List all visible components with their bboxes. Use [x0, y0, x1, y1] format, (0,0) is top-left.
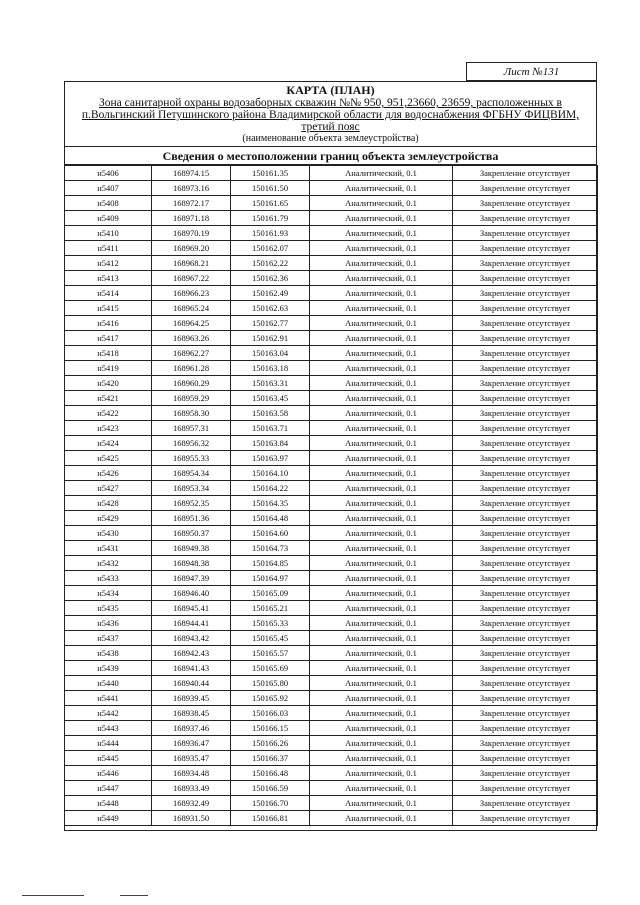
y-coordinate-cell: 150162.63 [231, 301, 310, 316]
x-coordinate-cell: 168952.35 [152, 496, 231, 511]
method-cell: Аналитический, 0.1 [310, 451, 453, 466]
coordinates-table [64, 165, 598, 826]
y-coordinate-cell: 150162.22 [231, 256, 310, 271]
coordinates-table-body [65, 166, 598, 826]
fixing-cell: Закрепление отсутствует [453, 796, 598, 811]
point-id-cell: н5430 [65, 526, 152, 541]
point-id-cell: н5432 [65, 556, 152, 571]
y-coordinate-cell: 150164.48 [231, 511, 310, 526]
fixing-cell: Закрепление отсутствует [453, 571, 598, 586]
x-coordinate-cell: 168937.46 [152, 721, 231, 736]
table-row [65, 556, 598, 571]
table-row [65, 421, 598, 436]
table-row [65, 316, 598, 331]
table-row [65, 736, 598, 751]
method-cell: Аналитический, 0.1 [310, 166, 453, 181]
point-id-cell: н5446 [65, 766, 152, 781]
object-description-line-2: п.Вольгинский Петушинского района Владимирской области для водоснабжения ФГБНУ ФИЦВИМ, [81, 109, 580, 121]
fixing-cell: Закрепление отсутствует [453, 646, 598, 661]
x-coordinate-cell: 168944.41 [152, 616, 231, 631]
table-row [65, 676, 598, 691]
y-coordinate-cell: 150162.36 [231, 271, 310, 286]
y-coordinate-cell: 150162.49 [231, 286, 310, 301]
point-id-cell: н5448 [65, 796, 152, 811]
table-row [65, 301, 598, 316]
table-row [65, 346, 598, 361]
table-row [65, 706, 598, 721]
fixing-cell: Закрепление отсутствует [453, 286, 598, 301]
y-coordinate-cell: 150163.58 [231, 406, 310, 421]
x-coordinate-cell: 168956.32 [152, 436, 231, 451]
table-row [65, 616, 598, 631]
method-cell: Аналитический, 0.1 [310, 496, 453, 511]
point-id-cell: н5441 [65, 691, 152, 706]
table-row [65, 661, 598, 676]
fixing-cell: Закрепление отсутствует [453, 391, 598, 406]
fixing-cell: Закрепление отсутствует [453, 241, 598, 256]
fixing-cell: Закрепление отсутствует [453, 421, 598, 436]
fixing-cell: Закрепление отсутствует [453, 406, 598, 421]
point-id-cell: н5435 [65, 601, 152, 616]
method-cell: Аналитический, 0.1 [310, 796, 453, 811]
table-row [65, 226, 598, 241]
table-row [65, 721, 598, 736]
table-row [65, 796, 598, 811]
point-id-cell: н5421 [65, 391, 152, 406]
point-id-cell: н5420 [65, 376, 152, 391]
method-cell: Аналитический, 0.1 [310, 346, 453, 361]
point-id-cell: н5449 [65, 811, 152, 826]
y-coordinate-cell: 150165.80 [231, 676, 310, 691]
table-row [65, 586, 598, 601]
table-row [65, 361, 598, 376]
point-id-cell: н5427 [65, 481, 152, 496]
fixing-cell: Закрепление отсутствует [453, 586, 598, 601]
y-coordinate-cell: 150166.26 [231, 736, 310, 751]
y-coordinate-cell: 150162.77 [231, 316, 310, 331]
x-coordinate-cell: 168953.34 [152, 481, 231, 496]
point-id-cell: н5419 [65, 361, 152, 376]
x-coordinate-cell: 168955.33 [152, 451, 231, 466]
method-cell: Аналитический, 0.1 [310, 286, 453, 301]
y-coordinate-cell: 150165.69 [231, 661, 310, 676]
x-coordinate-cell: 168969.20 [152, 241, 231, 256]
x-coordinate-cell: 168931.50 [152, 811, 231, 826]
table-row [65, 631, 598, 646]
table-row [65, 271, 598, 286]
x-coordinate-cell: 168974.15 [152, 166, 231, 181]
table-row [65, 181, 598, 196]
point-id-cell: н5413 [65, 271, 152, 286]
point-id-cell: н5416 [65, 316, 152, 331]
y-coordinate-cell: 150163.45 [231, 391, 310, 406]
y-coordinate-cell: 150164.10 [231, 466, 310, 481]
point-id-cell: н5408 [65, 196, 152, 211]
fixing-cell: Закрепление отсутствует [453, 181, 598, 196]
x-coordinate-cell: 168965.24 [152, 301, 231, 316]
fixing-cell: Закрепление отсутствует [453, 226, 598, 241]
table-row [65, 331, 598, 346]
table-row [65, 286, 598, 301]
section-title: Сведения о местоположении границ объекта землеустройства [64, 147, 597, 165]
method-cell: Аналитический, 0.1 [310, 571, 453, 586]
fixing-cell: Закрепление отсутствует [453, 541, 598, 556]
y-coordinate-cell: 150165.45 [231, 631, 310, 646]
method-cell: Аналитический, 0.1 [310, 646, 453, 661]
method-cell: Аналитический, 0.1 [310, 706, 453, 721]
x-coordinate-cell: 168940.44 [152, 676, 231, 691]
fixing-cell: Закрепление отсутствует [453, 691, 598, 706]
fixing-cell: Закрепление отсутствует [453, 436, 598, 451]
point-id-cell: н5434 [65, 586, 152, 601]
fixing-cell: Закрепление отсутствует [453, 361, 598, 376]
title-block [64, 81, 597, 147]
fixing-cell: Закрепление отсутствует [453, 166, 598, 181]
table-row [65, 781, 598, 796]
method-cell: Аналитический, 0.1 [310, 721, 453, 736]
point-id-cell: н5411 [65, 241, 152, 256]
point-id-cell: н5436 [65, 616, 152, 631]
y-coordinate-cell: 150163.31 [231, 376, 310, 391]
x-coordinate-cell: 168945.41 [152, 601, 231, 616]
x-coordinate-cell: 168973.16 [152, 181, 231, 196]
method-cell: Аналитический, 0.1 [310, 556, 453, 571]
method-cell: Аналитический, 0.1 [310, 691, 453, 706]
point-id-cell: н5431 [65, 541, 152, 556]
fixing-cell: Закрепление отсутствует [453, 301, 598, 316]
method-cell: Аналитический, 0.1 [310, 586, 453, 601]
y-coordinate-cell: 150163.04 [231, 346, 310, 361]
method-cell: Аналитический, 0.1 [310, 391, 453, 406]
point-id-cell: н5443 [65, 721, 152, 736]
point-id-cell: н5423 [65, 421, 152, 436]
point-id-cell: н5429 [65, 511, 152, 526]
method-cell: Аналитический, 0.1 [310, 526, 453, 541]
fixing-cell: Закрепление отсутствует [453, 526, 598, 541]
fixing-cell: Закрепление отсутствует [453, 676, 598, 691]
y-coordinate-cell: 150164.97 [231, 571, 310, 586]
x-coordinate-cell: 168943.42 [152, 631, 231, 646]
method-cell: Аналитический, 0.1 [310, 406, 453, 421]
point-id-cell: н5433 [65, 571, 152, 586]
fixing-cell: Закрепление отсутствует [453, 751, 598, 766]
document-title: КАРТА (ПЛАН) [286, 83, 375, 97]
y-coordinate-cell: 150165.57 [231, 646, 310, 661]
method-cell: Аналитический, 0.1 [310, 226, 453, 241]
fixing-cell: Закрепление отсутствует [453, 511, 598, 526]
y-coordinate-cell: 150166.37 [231, 751, 310, 766]
y-coordinate-cell: 150162.07 [231, 241, 310, 256]
method-cell: Аналитический, 0.1 [310, 376, 453, 391]
x-coordinate-cell: 168957.31 [152, 421, 231, 436]
fixing-cell: Закрепление отсутствует [453, 331, 598, 346]
fixing-cell: Закрепление отсутствует [453, 556, 598, 571]
table-row [65, 211, 598, 226]
fixing-cell: Закрепление отсутствует [453, 196, 598, 211]
y-coordinate-cell: 150164.60 [231, 526, 310, 541]
y-coordinate-cell: 150164.22 [231, 481, 310, 496]
point-id-cell: н5414 [65, 286, 152, 301]
x-coordinate-cell: 168958.30 [152, 406, 231, 421]
point-id-cell: н5428 [65, 496, 152, 511]
table-row [65, 541, 598, 556]
method-cell: Аналитический, 0.1 [310, 421, 453, 436]
x-coordinate-cell: 168964.25 [152, 316, 231, 331]
x-coordinate-cell: 168941.43 [152, 661, 231, 676]
table-row [65, 526, 598, 541]
x-coordinate-cell: 168942.43 [152, 646, 231, 661]
y-coordinate-cell: 150166.81 [231, 811, 310, 826]
y-coordinate-cell: 150161.93 [231, 226, 310, 241]
y-coordinate-cell: 150166.59 [231, 781, 310, 796]
point-id-cell: н5417 [65, 331, 152, 346]
x-coordinate-cell: 168967.22 [152, 271, 231, 286]
method-cell: Аналитический, 0.1 [310, 511, 453, 526]
x-coordinate-cell: 168950.37 [152, 526, 231, 541]
method-cell: Аналитический, 0.1 [310, 601, 453, 616]
table-row [65, 196, 598, 211]
y-coordinate-cell: 150166.70 [231, 796, 310, 811]
y-coordinate-cell: 150165.21 [231, 601, 310, 616]
y-coordinate-cell: 150165.92 [231, 691, 310, 706]
method-cell: Аналитический, 0.1 [310, 631, 453, 646]
y-coordinate-cell: 150163.18 [231, 361, 310, 376]
table-row [65, 646, 598, 661]
method-cell: Аналитический, 0.1 [310, 661, 453, 676]
method-cell: Аналитический, 0.1 [310, 766, 453, 781]
table-row [65, 436, 598, 451]
x-coordinate-cell: 168936.47 [152, 736, 231, 751]
y-coordinate-cell: 150161.50 [231, 181, 310, 196]
fixing-cell: Закрепление отсутствует [453, 466, 598, 481]
point-id-cell: н5410 [65, 226, 152, 241]
x-coordinate-cell: 168968.21 [152, 256, 231, 271]
y-coordinate-cell: 150166.15 [231, 721, 310, 736]
table-row [65, 481, 598, 496]
table-row [65, 451, 598, 466]
x-coordinate-cell: 168939.45 [152, 691, 231, 706]
fixing-cell: Закрепление отсутствует [453, 721, 598, 736]
point-id-cell: н5444 [65, 736, 152, 751]
table-row [65, 466, 598, 481]
footer-mark-left [22, 895, 84, 896]
x-coordinate-cell: 168962.27 [152, 346, 231, 361]
fixing-cell: Закрепление отсутствует [453, 271, 598, 286]
x-coordinate-cell: 168951.36 [152, 511, 231, 526]
fixing-cell: Закрепление отсутствует [453, 811, 598, 826]
point-id-cell: н5438 [65, 646, 152, 661]
table-row [65, 766, 598, 781]
point-id-cell: н5442 [65, 706, 152, 721]
method-cell: Аналитический, 0.1 [310, 616, 453, 631]
x-coordinate-cell: 168959.29 [152, 391, 231, 406]
table-row [65, 691, 598, 706]
method-cell: Аналитический, 0.1 [310, 301, 453, 316]
method-cell: Аналитический, 0.1 [310, 781, 453, 796]
point-id-cell: н5407 [65, 181, 152, 196]
object-description-line-3: третий пояс [301, 121, 360, 133]
table-row [65, 811, 598, 826]
point-id-cell: н5445 [65, 751, 152, 766]
table-row [65, 496, 598, 511]
fixing-cell: Закрепление отсутствует [453, 631, 598, 646]
table-row [65, 376, 598, 391]
point-id-cell: н5426 [65, 466, 152, 481]
y-coordinate-cell: 150162.91 [231, 331, 310, 346]
method-cell: Аналитический, 0.1 [310, 676, 453, 691]
fixing-cell: Закрепление отсутствует [453, 706, 598, 721]
y-coordinate-cell: 150163.71 [231, 421, 310, 436]
method-cell: Аналитический, 0.1 [310, 466, 453, 481]
point-id-cell: н5406 [65, 166, 152, 181]
x-coordinate-cell: 168938.45 [152, 706, 231, 721]
method-cell: Аналитический, 0.1 [310, 751, 453, 766]
y-coordinate-cell: 150161.35 [231, 166, 310, 181]
table-row [65, 511, 598, 526]
method-cell: Аналитический, 0.1 [310, 271, 453, 286]
sheet-number: Лист №131 [466, 62, 597, 81]
footer-mark-right [120, 895, 148, 896]
y-coordinate-cell: 150161.65 [231, 196, 310, 211]
x-coordinate-cell: 168963.26 [152, 331, 231, 346]
x-coordinate-cell: 168966.23 [152, 286, 231, 301]
point-id-cell: н5437 [65, 631, 152, 646]
x-coordinate-cell: 168954.34 [152, 466, 231, 481]
point-id-cell: н5424 [65, 436, 152, 451]
point-id-cell: н5425 [65, 451, 152, 466]
table-row [65, 256, 598, 271]
point-id-cell: н5422 [65, 406, 152, 421]
point-id-cell: н5415 [65, 301, 152, 316]
table-row [65, 406, 598, 421]
fixing-cell: Закрепление отсутствует [453, 316, 598, 331]
fixing-cell: Закрепление отсутствует [453, 481, 598, 496]
method-cell: Аналитический, 0.1 [310, 331, 453, 346]
method-cell: Аналитический, 0.1 [310, 481, 453, 496]
y-coordinate-cell: 150164.35 [231, 496, 310, 511]
x-coordinate-cell: 168970.19 [152, 226, 231, 241]
method-cell: Аналитический, 0.1 [310, 256, 453, 271]
fixing-cell: Закрепление отсутствует [453, 376, 598, 391]
y-coordinate-cell: 150165.09 [231, 586, 310, 601]
point-id-cell: н5440 [65, 676, 152, 691]
x-coordinate-cell: 168935.47 [152, 751, 231, 766]
table-row [65, 601, 598, 616]
table-row [65, 751, 598, 766]
fixing-cell: Закрепление отсутствует [453, 736, 598, 751]
x-coordinate-cell: 168948.38 [152, 556, 231, 571]
x-coordinate-cell: 168961.28 [152, 361, 231, 376]
point-id-cell: н5409 [65, 211, 152, 226]
fixing-cell: Закрепление отсутствует [453, 601, 598, 616]
x-coordinate-cell: 168933.49 [152, 781, 231, 796]
table-row [65, 166, 598, 181]
fixing-cell: Закрепление отсутствует [453, 451, 598, 466]
fixing-cell: Закрепление отсутствует [453, 766, 598, 781]
x-coordinate-cell: 168947.39 [152, 571, 231, 586]
y-coordinate-cell: 150163.84 [231, 436, 310, 451]
object-description-line-1: Зона санитарной охраны водозаборных скважин №№ 950, 951,23660, 23659, расположенных в [98, 97, 562, 109]
fixing-cell: Закрепление отсутствует [453, 256, 598, 271]
method-cell: Аналитический, 0.1 [310, 541, 453, 556]
method-cell: Аналитический, 0.1 [310, 736, 453, 751]
y-coordinate-cell: 150166.48 [231, 766, 310, 781]
method-cell: Аналитический, 0.1 [310, 316, 453, 331]
x-coordinate-cell: 168946.40 [152, 586, 231, 601]
table-row [65, 391, 598, 406]
method-cell: Аналитический, 0.1 [310, 196, 453, 211]
point-id-cell: н5447 [65, 781, 152, 796]
fixing-cell: Закрепление отсутствует [453, 661, 598, 676]
method-cell: Аналитический, 0.1 [310, 361, 453, 376]
y-coordinate-cell: 150163.97 [231, 451, 310, 466]
x-coordinate-cell: 168949.38 [152, 541, 231, 556]
table-row [65, 241, 598, 256]
point-id-cell: н5418 [65, 346, 152, 361]
fixing-cell: Закрепление отсутствует [453, 496, 598, 511]
y-coordinate-cell: 150165.33 [231, 616, 310, 631]
fixing-cell: Закрепление отсутствует [453, 781, 598, 796]
y-coordinate-cell: 150164.73 [231, 541, 310, 556]
object-caption: (наименование объекта землеустройства) [242, 133, 419, 144]
method-cell: Аналитический, 0.1 [310, 181, 453, 196]
x-coordinate-cell: 168972.17 [152, 196, 231, 211]
point-id-cell: н5412 [65, 256, 152, 271]
table-row [65, 571, 598, 586]
method-cell: Аналитический, 0.1 [310, 436, 453, 451]
x-coordinate-cell: 168932.49 [152, 796, 231, 811]
point-id-cell: н5439 [65, 661, 152, 676]
method-cell: Аналитический, 0.1 [310, 241, 453, 256]
method-cell: Аналитический, 0.1 [310, 211, 453, 226]
y-coordinate-cell: 150161.79 [231, 211, 310, 226]
fixing-cell: Закрепление отсутствует [453, 346, 598, 361]
x-coordinate-cell: 168971.18 [152, 211, 231, 226]
fixing-cell: Закрепление отсутствует [453, 616, 598, 631]
x-coordinate-cell: 168960.29 [152, 376, 231, 391]
method-cell: Аналитический, 0.1 [310, 811, 453, 826]
y-coordinate-cell: 150166.03 [231, 706, 310, 721]
fixing-cell: Закрепление отсутствует [453, 211, 598, 226]
x-coordinate-cell: 168934.48 [152, 766, 231, 781]
y-coordinate-cell: 150164.85 [231, 556, 310, 571]
